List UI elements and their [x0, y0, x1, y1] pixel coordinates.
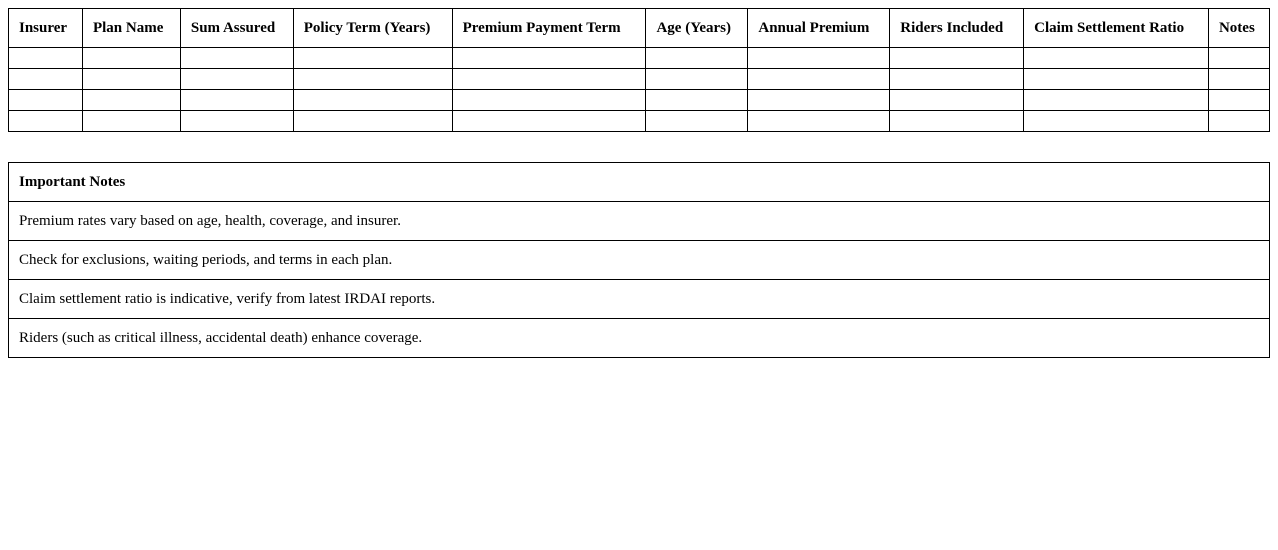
table-cell — [748, 69, 890, 90]
table-cell — [1208, 48, 1269, 69]
note-row — [9, 241, 1270, 280]
table-cell — [890, 48, 1024, 69]
note-row — [9, 280, 1270, 319]
table-cell — [452, 69, 646, 90]
column-header-insurer: Insurer — [9, 9, 83, 48]
note-item: Check for exclusions, waiting periods, and terms in each plan. — [9, 241, 1270, 280]
table-cell — [293, 48, 452, 69]
table-cell — [180, 111, 293, 132]
notes-table — [8, 162, 1270, 358]
table-cell — [646, 90, 748, 111]
column-header-premium-payment-term: Premium Payment Term — [452, 9, 646, 48]
table-cell — [1024, 90, 1209, 111]
comparison-table — [8, 8, 1270, 132]
table-cell — [646, 48, 748, 69]
table-cell — [646, 111, 748, 132]
table-cell — [1024, 111, 1209, 132]
table-row — [9, 90, 1270, 111]
table-cell — [452, 111, 646, 132]
table-cell — [180, 48, 293, 69]
table-cell — [9, 69, 83, 90]
column-header-notes: Notes — [1208, 9, 1269, 48]
table-cell — [9, 48, 83, 69]
table-cell — [1024, 69, 1209, 90]
column-header-age: Age (Years) — [646, 9, 748, 48]
table-row — [9, 111, 1270, 132]
table-cell — [180, 90, 293, 111]
column-header-claim-settlement-ratio: Claim Settlement Ratio — [1024, 9, 1209, 48]
table-cell — [748, 90, 890, 111]
note-item: Riders (such as critical illness, accidental death) enhance coverage. — [9, 319, 1270, 358]
table-cell — [1208, 111, 1269, 132]
column-header-riders-included: Riders Included — [890, 9, 1024, 48]
table-cell — [82, 48, 180, 69]
table-cell — [1208, 69, 1269, 90]
table-cell — [82, 69, 180, 90]
table-cell — [748, 48, 890, 69]
column-header-sum-assured: Sum Assured — [180, 9, 293, 48]
note-item: Premium rates vary based on age, health, coverage, and insurer. — [9, 202, 1270, 241]
table-cell — [82, 111, 180, 132]
table-cell — [82, 90, 180, 111]
notes-heading: Important Notes — [9, 163, 1270, 202]
column-header-plan-name: Plan Name — [82, 9, 180, 48]
table-cell — [9, 90, 83, 111]
table-cell — [293, 111, 452, 132]
table-cell — [452, 90, 646, 111]
column-header-annual-premium: Annual Premium — [748, 9, 890, 48]
table-cell — [452, 48, 646, 69]
table-cell — [180, 69, 293, 90]
table-cell — [293, 69, 452, 90]
table-header-row — [9, 9, 1270, 48]
table-cell — [890, 69, 1024, 90]
table-cell — [1024, 48, 1209, 69]
column-header-policy-term: Policy Term (Years) — [293, 9, 452, 48]
table-cell — [748, 111, 890, 132]
note-row — [9, 319, 1270, 358]
table-row — [9, 69, 1270, 90]
table-cell — [890, 111, 1024, 132]
table-cell — [293, 90, 452, 111]
table-cell — [1208, 90, 1269, 111]
table-cell — [646, 69, 748, 90]
table-cell — [890, 90, 1024, 111]
notes-heading-row — [9, 163, 1270, 202]
table-cell — [9, 111, 83, 132]
note-item: Claim settlement ratio is indicative, verify from latest IRDAI reports. — [9, 280, 1270, 319]
note-row — [9, 202, 1270, 241]
table-row — [9, 48, 1270, 69]
